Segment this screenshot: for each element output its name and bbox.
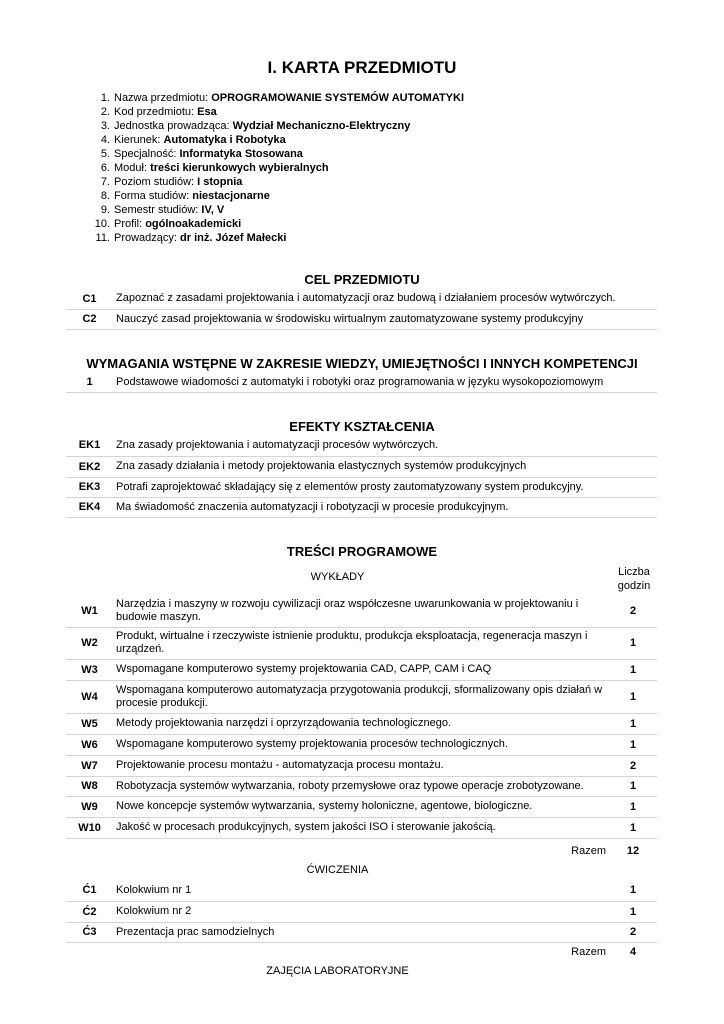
table-row bbox=[66, 880, 657, 901]
row-code: C1 bbox=[66, 289, 113, 309]
cel-table bbox=[66, 289, 657, 330]
row-hours: 2 bbox=[609, 755, 657, 776]
row-text: Prezentacja prac samodzielnych bbox=[113, 922, 609, 942]
info-label: Jednostka prowadząca: bbox=[114, 120, 233, 132]
table-row bbox=[66, 755, 657, 776]
row-text: Zapoznać z zasadami projektowania i automatyzacji oraz budową i działaniem procesów wytwórczych. bbox=[113, 289, 657, 309]
table-row bbox=[66, 309, 657, 329]
row-code: Ć2 bbox=[66, 901, 113, 922]
table-row bbox=[66, 776, 657, 796]
row-text: Jakość w procesach produkcyjnych, system jakości ISO i sterowanie jakością. bbox=[113, 817, 609, 838]
info-label: Moduł: bbox=[114, 162, 151, 174]
info-value: niestacjonarne bbox=[192, 190, 270, 202]
info-value: dr inż. Józef Małecki bbox=[180, 232, 287, 244]
info-label: Poziom studiów: bbox=[114, 176, 198, 188]
table-row bbox=[66, 713, 657, 734]
info-label: Nazwa przedmiotu: bbox=[114, 92, 212, 104]
row-code: Ć3 bbox=[66, 922, 113, 942]
row-hours: 2 bbox=[609, 922, 657, 942]
row-code: W7 bbox=[66, 755, 113, 776]
table-row bbox=[66, 901, 657, 922]
cwiczenia-heading: ĆWICZENIA bbox=[306, 864, 369, 876]
info-item bbox=[86, 175, 464, 189]
row-hours: 1 bbox=[609, 734, 657, 755]
info-item bbox=[86, 105, 464, 119]
course-info-list bbox=[86, 91, 464, 245]
table-row bbox=[66, 373, 657, 392]
row-hours: 1 bbox=[609, 880, 657, 901]
row-code: W1 bbox=[66, 596, 113, 627]
row-code: Ć1 bbox=[66, 880, 113, 901]
total-label: Razem bbox=[571, 845, 606, 857]
table-row bbox=[66, 289, 657, 309]
item-number: 9. bbox=[100, 204, 110, 216]
item-number: 4. bbox=[100, 134, 110, 146]
table-row bbox=[66, 734, 657, 755]
item-number: 8. bbox=[100, 190, 110, 202]
row-text: Nowe koncepcje systemów wytwarzania, systemy holoniczne, agentowe, biologiczne. bbox=[113, 796, 609, 817]
item-number: 3. bbox=[100, 120, 110, 132]
info-value: IV, V bbox=[201, 204, 225, 216]
row-code: W10 bbox=[66, 817, 113, 838]
row-hours: 2 bbox=[609, 596, 657, 627]
info-label: Forma studiów: bbox=[114, 190, 193, 202]
table-row bbox=[66, 435, 657, 456]
total-value: 12 bbox=[626, 845, 640, 857]
item-number: 7. bbox=[100, 176, 110, 188]
section-heading-tresci: TREŚCI PROGRAMOWE bbox=[286, 544, 438, 559]
row-text: Zna zasady działania i metody projektowania elastycznych systemów produkcyjnych bbox=[113, 456, 657, 477]
info-value: I stopnia bbox=[197, 176, 243, 188]
info-value: Esa bbox=[197, 106, 217, 118]
info-item bbox=[86, 189, 464, 203]
section-heading-cel: CEL PRZEDMIOTU bbox=[304, 272, 420, 287]
row-text: Nauczyć zasad projektowania w środowisku wirtualnym zautomatyzowane systemy produkcyjny bbox=[113, 309, 657, 329]
row-code: EK4 bbox=[66, 497, 113, 517]
row-text: Narzędzia i maszyny w rozwoju cywilizacji oraz współczesne uwarunkowania w projektowaniu i budowie maszyn. bbox=[113, 596, 609, 627]
table-row bbox=[66, 497, 657, 517]
info-item bbox=[86, 231, 464, 245]
row-code: 1 bbox=[66, 373, 113, 392]
item-number: 10. bbox=[94, 218, 110, 230]
row-text: Robotyzacja systemów wytwarzania, roboty przemysłowe oraz typowe operacje zrobotyzowane. bbox=[113, 776, 609, 796]
info-value: treści kierunkowych wybieralnych bbox=[150, 162, 329, 174]
table-row bbox=[66, 659, 657, 680]
wymagania-table bbox=[66, 373, 657, 393]
info-label: Kod przedmiotu: bbox=[114, 106, 198, 118]
table-row bbox=[66, 627, 657, 659]
table-row bbox=[66, 596, 657, 627]
row-text: Podstawowe wiadomości z automatyki i robotyki oraz programowania w języku wysokopoziomowym bbox=[113, 373, 657, 392]
info-value: ogólnoakademicki bbox=[145, 218, 242, 230]
table-row bbox=[66, 456, 657, 477]
row-code: W2 bbox=[66, 627, 113, 659]
table-row bbox=[66, 796, 657, 817]
info-label: Profil: bbox=[114, 218, 146, 230]
info-value: OPROGRAMOWANIE SYSTEMÓW AUTOMATYKI bbox=[211, 92, 465, 104]
info-item bbox=[86, 217, 464, 231]
row-code: W3 bbox=[66, 659, 113, 680]
row-hours: 1 bbox=[609, 796, 657, 817]
row-text: Zna zasady projektowania i automatyzacji procesów wytwórczych. bbox=[113, 435, 657, 456]
table-row bbox=[66, 817, 657, 838]
row-code: EK1 bbox=[66, 435, 113, 456]
row-text: Wspomagana komputerowo automatyzacja przygotowania produkcji, sformalizowany opis działań w procesie produkcji. bbox=[113, 680, 609, 713]
info-item bbox=[86, 91, 464, 105]
item-number: 1. bbox=[100, 92, 110, 104]
table-row bbox=[66, 680, 657, 713]
wyklady-heading: WYKŁADY bbox=[310, 571, 365, 583]
section-heading-efekty: EFEKTY KSZTAŁCENIA bbox=[289, 419, 435, 434]
section-heading-wymagania: WYMAGANIA WSTĘPNE W ZAKRESIE WIEDZY, UMIEJĘTNOŚCI I INNYCH KOMPETENCJI bbox=[86, 356, 638, 371]
efekty-table bbox=[66, 435, 657, 518]
info-label: Kierunek: bbox=[114, 134, 164, 146]
row-text: Kolokwium nr 1 bbox=[113, 880, 609, 901]
info-item bbox=[86, 133, 464, 147]
info-label: Semestr studiów: bbox=[114, 204, 202, 216]
row-hours: 1 bbox=[609, 659, 657, 680]
info-item bbox=[86, 203, 464, 217]
row-hours: 1 bbox=[609, 776, 657, 796]
row-hours: 1 bbox=[609, 627, 657, 659]
row-code: EK2 bbox=[66, 456, 113, 477]
row-code: C2 bbox=[66, 309, 113, 329]
info-value: Wydział Mechaniczno-Elektryczny bbox=[232, 120, 411, 132]
item-number: 11. bbox=[95, 232, 110, 244]
row-code: EK3 bbox=[66, 477, 113, 497]
row-text: Kolokwium nr 2 bbox=[113, 901, 609, 922]
row-hours: 1 bbox=[609, 901, 657, 922]
row-text: Potrafi zaprojektować składający się z elementów prosty zautomatyzowany system produkcyjny. bbox=[113, 477, 657, 497]
item-number: 2. bbox=[100, 106, 110, 118]
row-text: Wspomagane komputerowo systemy projektowania CAD, CAPP, CAM i CAQ bbox=[113, 659, 609, 680]
total-label: Razem bbox=[571, 946, 606, 958]
row-hours: 1 bbox=[609, 713, 657, 734]
row-text: Projektowanie procesu montażu - automatyzacja procesu montażu. bbox=[113, 755, 609, 776]
item-number: 6. bbox=[100, 162, 110, 174]
item-number: 5. bbox=[100, 148, 110, 160]
row-code: W9 bbox=[66, 796, 113, 817]
info-label: Specjalność: bbox=[114, 148, 180, 160]
hours-column-header: Liczba godzin bbox=[617, 566, 651, 592]
laboratoryjne-heading: ZAJĘCIA LABORATORYJNE bbox=[266, 965, 409, 977]
info-value: Informatyka Stosowana bbox=[179, 148, 303, 160]
page-title: I. KARTA PRZEDMIOTU bbox=[267, 58, 457, 77]
total-value: 4 bbox=[629, 946, 637, 958]
row-hours: 1 bbox=[609, 817, 657, 838]
row-code: W4 bbox=[66, 680, 113, 713]
row-text: Metody projektowania narzędzi i oprzyrządowania technologicznego. bbox=[113, 713, 609, 734]
row-text: Produkt, wirtualne i rzeczywiste istnienie produktu, produkcja eksploatacja, regeneracja maszyn i urządzeń. bbox=[113, 627, 609, 659]
row-hours: 1 bbox=[609, 680, 657, 713]
row-code: W8 bbox=[66, 776, 113, 796]
row-text: Wspomagane komputerowo systemy projektowania procesów technologicznych. bbox=[113, 734, 609, 755]
table-row bbox=[66, 477, 657, 497]
row-text: Ma świadomość znaczenia automatyzacji i robotyzacji w procesie produkcyjnym. bbox=[113, 497, 657, 517]
row-code: W6 bbox=[66, 734, 113, 755]
row-code: W5 bbox=[66, 713, 113, 734]
table-row bbox=[66, 922, 657, 942]
info-value: Automatyka i Robotyka bbox=[163, 134, 286, 146]
info-item bbox=[86, 161, 464, 175]
cwiczenia-table bbox=[66, 880, 657, 943]
wyklady-table bbox=[66, 596, 657, 839]
info-item bbox=[86, 147, 464, 161]
info-item bbox=[86, 119, 464, 133]
info-label: Prowadzący: bbox=[114, 232, 181, 244]
